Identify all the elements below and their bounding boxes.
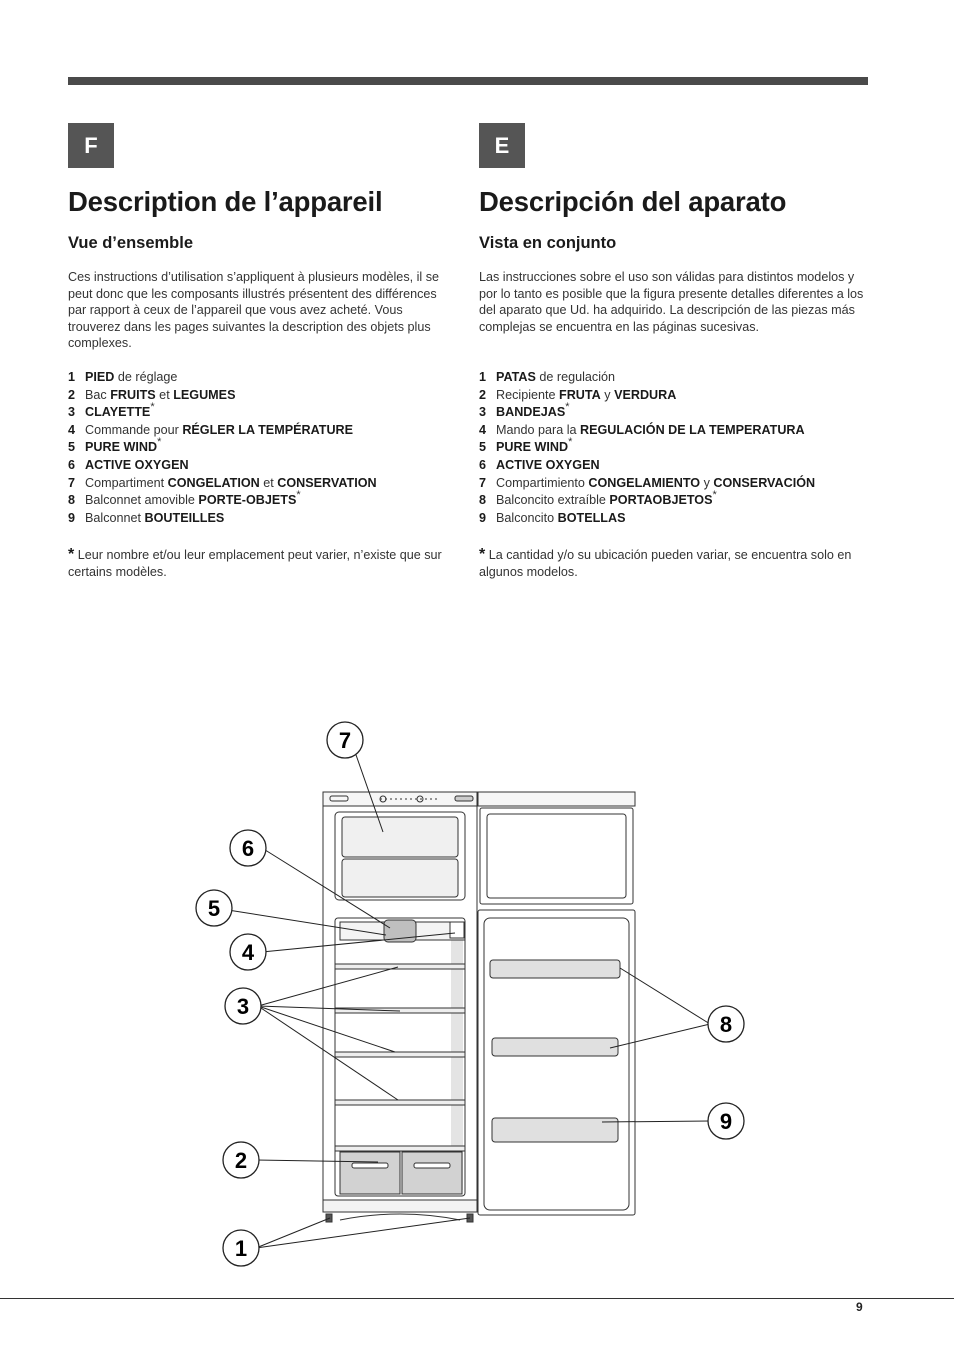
page-title: Descripción del aparato	[479, 186, 787, 217]
item-text: Balconcito extraíble	[496, 493, 610, 508]
asterisk-mark: *	[296, 489, 301, 502]
parts-list	[68, 369, 468, 527]
list-item	[479, 489, 879, 510]
list-item	[479, 422, 879, 440]
list-item	[68, 489, 468, 510]
item-number: 2	[479, 387, 487, 402]
item-text: CONGELATION	[167, 475, 260, 490]
item-text: PIED	[85, 370, 115, 384]
item-number: 1	[479, 370, 487, 384]
item-number: 7	[68, 475, 76, 490]
language-badge-e: E	[479, 123, 525, 168]
intro-paragraph: Ces instructions d’utilisation s’appliquent à plusieurs modèles, il se peut donc que les composants illustrés présentent des différences par rapport à ceux de l’appareil que vous avez acheté. Vous trouverez dans les pages suivantes la description des objets plus complexes.	[68, 270, 440, 350]
item-text: BANDEJAS	[496, 405, 566, 420]
item-text: Compartimiento	[496, 475, 589, 490]
footer-rule	[0, 1298, 954, 1299]
item-text: PORTE-OBJETS	[198, 493, 297, 508]
item-text: Balconcito	[496, 510, 558, 525]
item-text: PATAS	[496, 370, 536, 384]
list-item	[68, 510, 468, 528]
item-text: FRUTA	[559, 387, 601, 402]
item-text: CONSERVATION	[277, 475, 377, 490]
list-item	[479, 436, 879, 457]
item-number: 5	[479, 440, 487, 455]
asterisk-mark: *	[150, 401, 155, 414]
item-text: PURE WIND	[85, 440, 158, 455]
item-number: 3	[68, 405, 76, 420]
item-text: Balconnet amovible	[85, 493, 199, 508]
item-text: BOTELLAS	[557, 510, 626, 525]
list-item	[479, 369, 879, 387]
intro-paragraph: Las instrucciones sobre el uso son válidas para distintos modelos y por lo tanto es posible que la figura presente detalles diferentes a los del aparato que Ud. ha adquirido. La descripción de las piezas más complejas se encuentra en las páginas sucesivas.	[479, 270, 864, 334]
item-number: 9	[479, 510, 487, 525]
item-text: Compartiment	[85, 475, 168, 490]
callout-8: 8	[719, 1012, 733, 1037]
callout-3: 3	[236, 994, 250, 1019]
footnote-asterisk: *	[479, 546, 486, 563]
list-item	[68, 387, 468, 405]
item-text: CONGELAMIENTO	[588, 475, 701, 490]
footnote	[479, 547, 871, 580]
item-number: 6	[479, 457, 487, 472]
item-text: CLAYETTE	[85, 405, 151, 420]
item-number: 2	[68, 387, 76, 402]
item-text: LEGUMES	[173, 387, 236, 402]
footnote-asterisk: *	[68, 546, 75, 563]
list-item	[68, 422, 468, 440]
item-text: et	[155, 387, 174, 402]
asterisk-mark: *	[568, 436, 573, 449]
item-number: 5	[68, 440, 76, 455]
section-subtitle: Vue d’ensemble	[68, 234, 194, 252]
item-number: 8	[68, 493, 76, 508]
list-item	[68, 475, 468, 493]
item-text: ACTIVE OXYGEN	[85, 457, 189, 472]
callout-2: 2	[234, 1148, 248, 1173]
item-text: y	[700, 475, 714, 490]
item-text: et	[259, 475, 278, 490]
item-number: 7	[479, 475, 487, 490]
fridge-illustration	[190, 720, 760, 1280]
item-number: 3	[479, 405, 487, 420]
callout-6: 6	[241, 836, 255, 861]
list-item	[68, 436, 468, 457]
footnote	[68, 547, 460, 580]
item-text: RÉGLER LA TEMPÉRATURE	[182, 422, 354, 437]
item-text: Recipiente	[496, 387, 560, 402]
page-number: 9	[856, 1300, 863, 1314]
item-text: Bac	[85, 387, 111, 402]
section-subtitle: Vista en conjunto	[479, 234, 617, 252]
list-item	[479, 387, 879, 405]
list-item	[68, 401, 468, 422]
item-text: ACTIVE OXYGEN	[496, 457, 600, 472]
item-number: 8	[479, 493, 487, 508]
item-text: PURE WIND	[496, 440, 569, 455]
item-text: REGULACIÓN DE LA TEMPERATURA	[580, 422, 805, 437]
footnote-text: Leur nombre et/ou leur emplacement peut varier, n’existe que sur certains modèles.	[68, 548, 442, 579]
parts-list	[479, 369, 879, 527]
item-number: 4	[68, 422, 76, 437]
item-text: Commande pour	[85, 422, 183, 437]
language-badge-f: F	[68, 123, 114, 168]
list-item	[479, 475, 879, 493]
item-text: BOUTEILLES	[144, 510, 225, 525]
list-item	[479, 401, 879, 422]
footnote-text: La cantidad y/o su ubicación pueden variar, se encuentra solo en algunos modelos.	[479, 548, 852, 579]
header-rule	[68, 77, 868, 85]
item-text: VERDURA	[614, 387, 677, 402]
list-item	[68, 457, 468, 475]
item-text: CONSERVACIÓN	[713, 475, 816, 490]
item-number: 9	[68, 510, 76, 525]
callout-4: 4	[241, 940, 255, 965]
callout-9: 9	[719, 1109, 733, 1134]
item-text: de regulación	[535, 370, 616, 384]
item-text: de réglage	[114, 370, 178, 384]
callout-1: 1	[234, 1236, 248, 1261]
list-item	[479, 510, 879, 528]
item-number: 6	[68, 457, 76, 472]
fridge-diagram	[190, 720, 760, 1285]
item-text: Balconnet	[85, 510, 145, 525]
callout-7: 7	[338, 728, 352, 753]
callout-5: 5	[207, 896, 221, 921]
asterisk-mark: *	[712, 489, 717, 502]
asterisk-mark: *	[565, 401, 570, 414]
item-text: FRUITS	[110, 387, 156, 402]
item-text: y	[600, 387, 615, 402]
item-text: PORTAOBJETOS	[609, 493, 713, 508]
list-item	[479, 457, 879, 475]
page-title: Description de l’appareil	[68, 186, 383, 217]
item-number: 4	[479, 422, 487, 437]
asterisk-mark: *	[157, 436, 162, 449]
item-number: 1	[68, 370, 76, 384]
list-item	[68, 369, 468, 387]
item-text: Mando para la	[496, 422, 581, 437]
